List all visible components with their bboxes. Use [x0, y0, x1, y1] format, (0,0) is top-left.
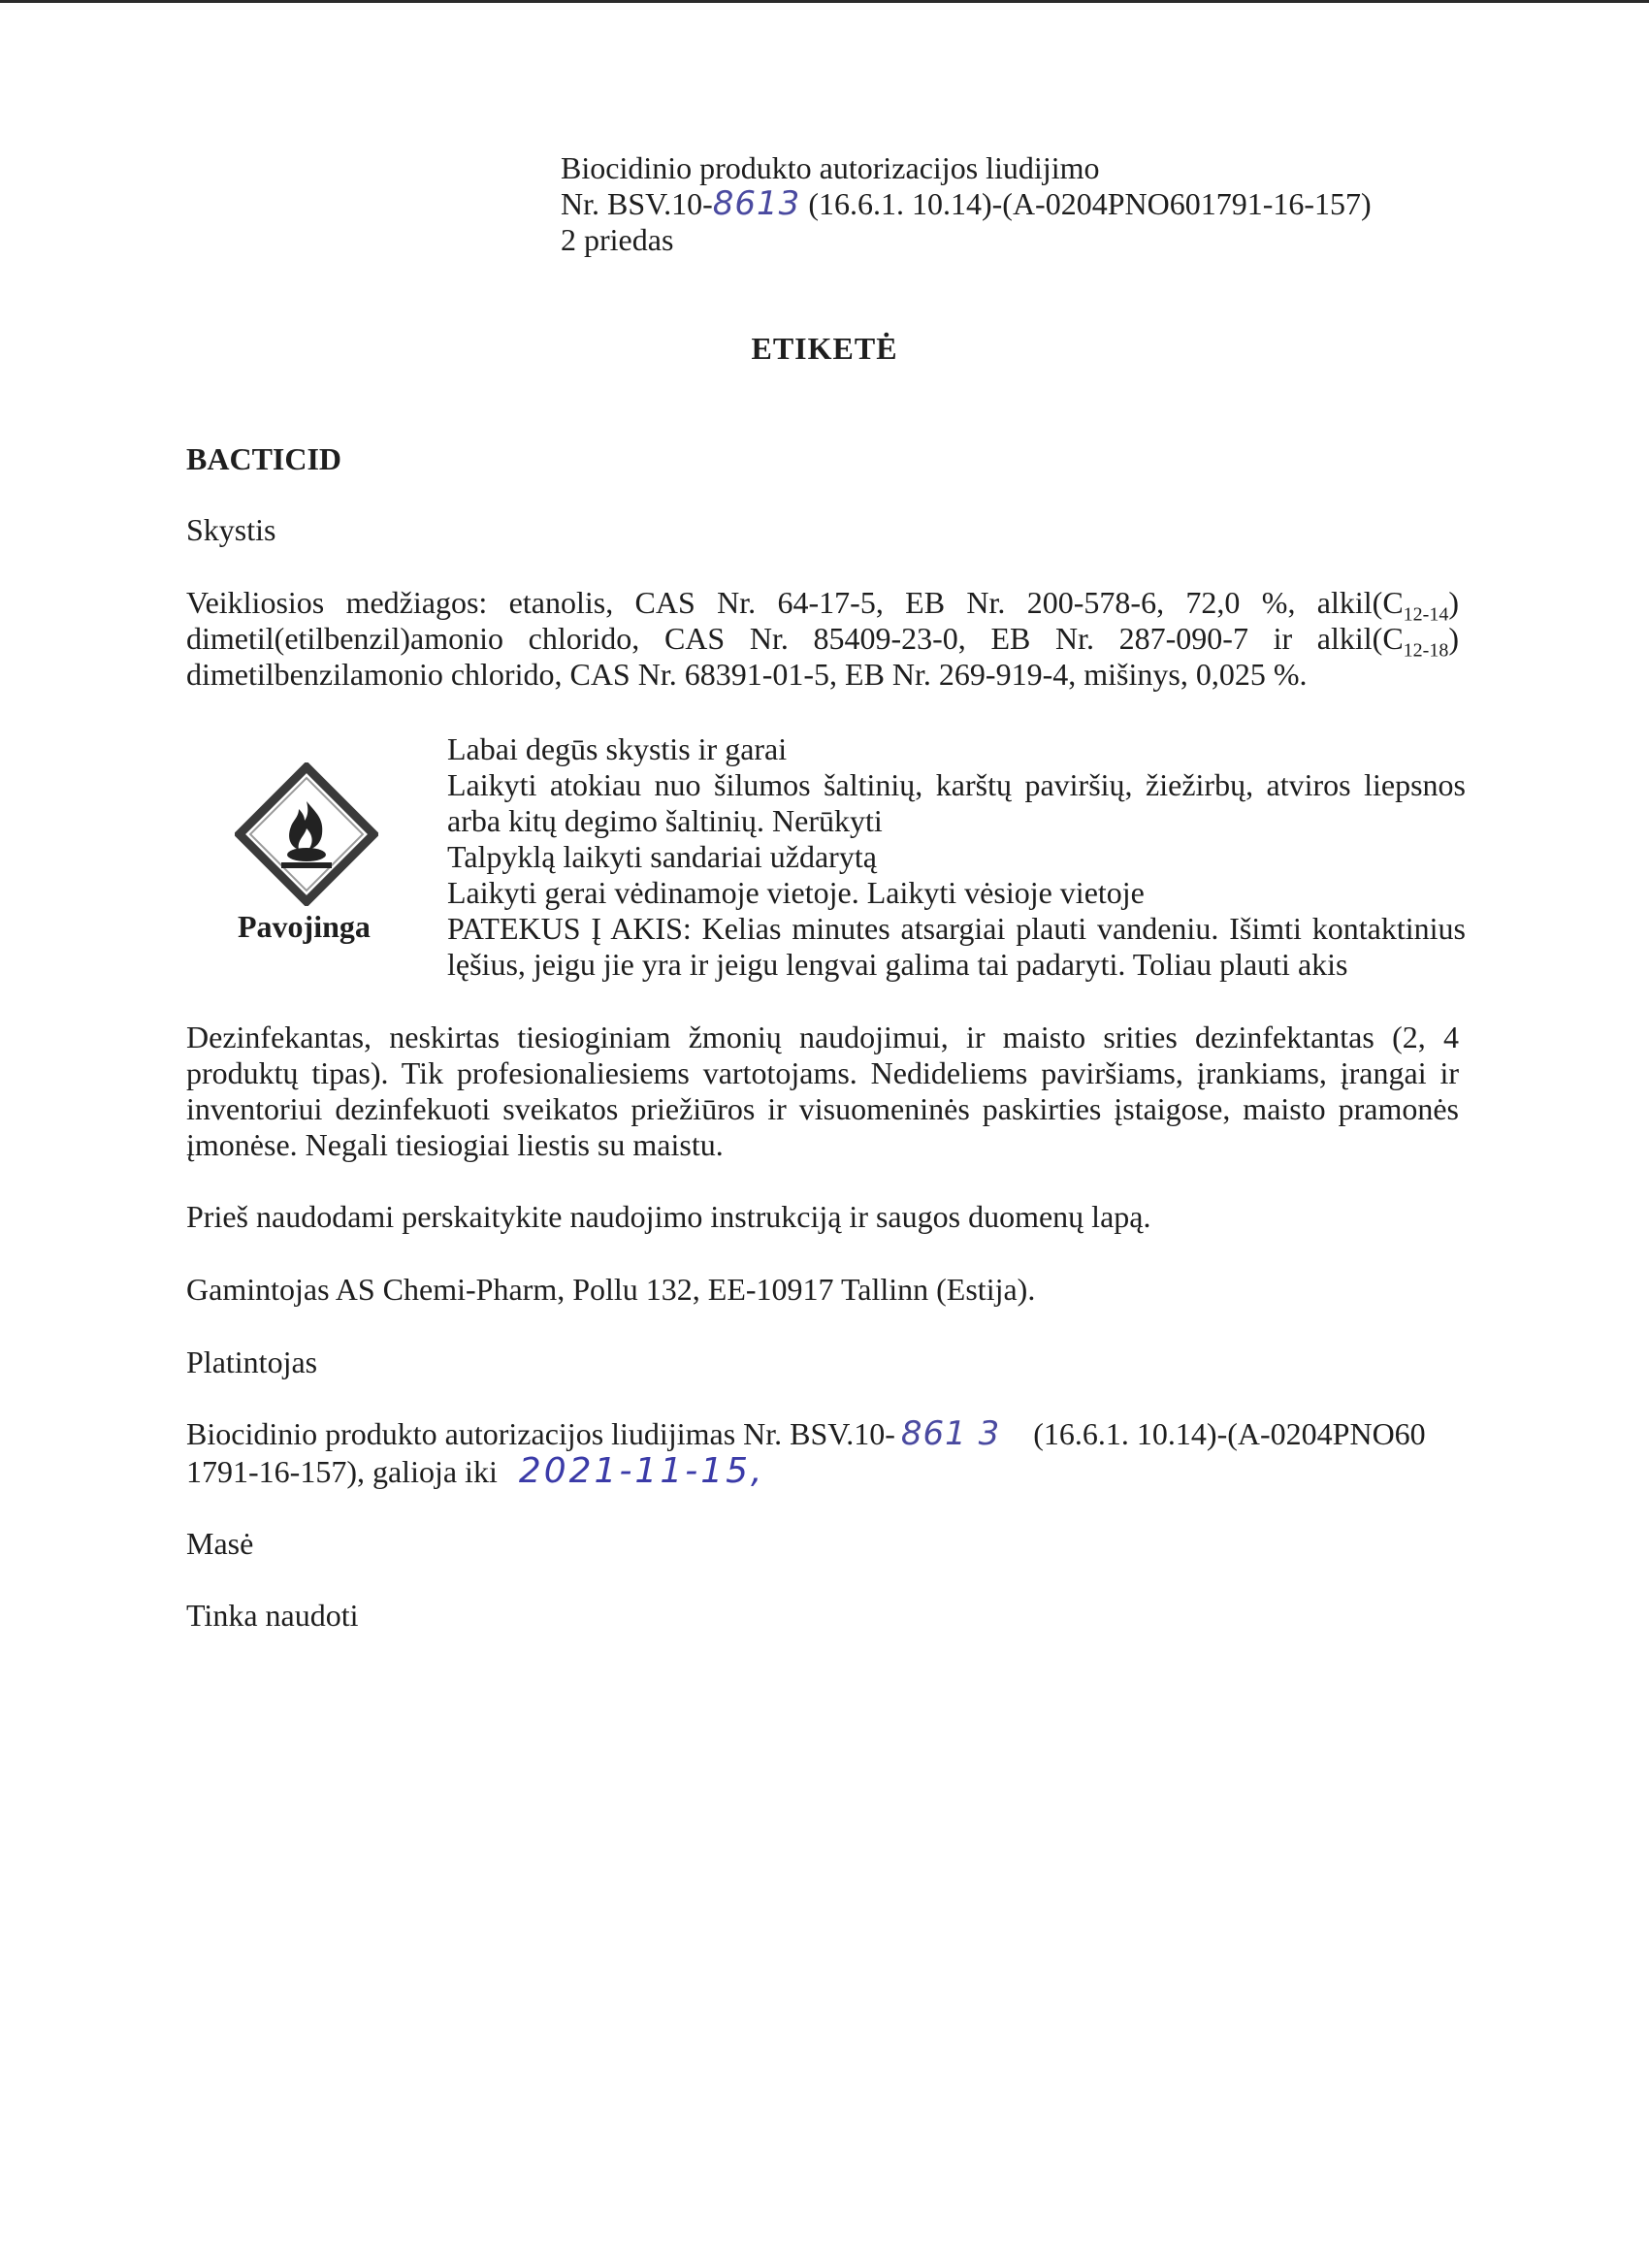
header-line-3: 2 priedas — [561, 222, 674, 257]
hazard-line: arba kitų degimo šaltinių. Nerūkyti — [447, 803, 883, 838]
signal-word: Pavojinga — [238, 909, 371, 944]
hazard-line: Talpyklą laikyti sandariai uždarytą — [447, 839, 877, 874]
active-substances-line-1: Veikliosios medžiagos: etanolis, CAS Nr. 64-17-5, EB Nr. 200-578-6, 72,0 %, $alkil(C_{12-14})$ — [186, 585, 1459, 626]
header-line-1: Biocidinio produkto autorizacijos liudijimo — [561, 150, 1100, 185]
usage-paragraph — [186, 1020, 1459, 1163]
product-name: BACTICID — [186, 441, 342, 476]
distributor-label: Platintojas — [186, 1345, 318, 1379]
usable-until-label: Tinka naudoti — [186, 1598, 359, 1633]
hazard-statements — [447, 731, 1466, 983]
active-substances — [186, 585, 1459, 693]
hazard-line: Laikyti atokiau nuo šilumos šaltinių, karštų paviršių, žiežirbų, atviros liepsnos — [447, 767, 1466, 802]
usage-line: produktų tipas). Tik profesionaliesiems vartotojams. Nedideliems paviršiams, įrankiams, įrangai ir — [186, 1055, 1459, 1090]
scan-edge — [0, 0, 1649, 3]
hazard-line: lęšius, jeigu jie yra ir jeigu lengvai galima tai padaryti. Toliau plauti akis — [447, 947, 1348, 982]
handwritten-authorization-number: 861 3 — [900, 1414, 1001, 1453]
hazard-line: Laikyti gerai vėdinamoje vietoje. Laikyti vėsioje vietoje — [447, 875, 1145, 910]
header-number-prefix: Nr. BSV.10- — [561, 186, 713, 221]
authorization-line-1: Biocidinio produkto autorizacijos liudijimas Nr. BSV.10- 861 3 (16.6.1. 10.14)-(A-0204PNO60 — [186, 1414, 1426, 1453]
handwritten-expiry-date: 2021-11-15, — [518, 1451, 765, 1491]
document-header — [561, 150, 1372, 258]
header-line-2 — [561, 186, 1372, 222]
handwritten-number: 8613 — [712, 184, 801, 223]
product-form: Skystis — [186, 512, 276, 547]
active-substances-line-3: dimetilbenzilamonio chlorido, CAS Nr. 68391-01-5, EB Nr. 269-919-4, mišinys, 0,025 %. — [186, 657, 1308, 692]
usage-line: įmonėse. Negali tiesiogiai liestis su maistu. — [186, 1127, 724, 1162]
hazard-line: PATEKUS Į AKIS: Kelias minutes atsargiai plauti vandeniu. Išimti kontaktinius — [447, 911, 1466, 946]
instructions-note: Prieš naudodami perskaitykite naudojimo instrukciją ir saugos duomenų lapą. — [186, 1199, 1151, 1234]
usage-line: Dezinfekantas, neskirtas tiesioginiam žmonių naudojimui, ir maisto srities dezinfektantas (2, 4 — [186, 1020, 1459, 1054]
active-substances-line-2: dimetil(etilbenzil)amonio chlorido, CAS Nr. 85409-23-0, EB Nr. 287-090-7 ir $alkil(C_{12-18})$ — [186, 621, 1459, 662]
usage-line: inventoriui dezinfekuoti sveikatos priežiūros ir visuomeninės paskirties įstaigose, maisto pramonės — [186, 1091, 1459, 1126]
hazard-line: Labai degūs skystis ir garai — [447, 731, 788, 766]
header-number-suffix: (16.6.1. 10.14)-(A-0204PNO601791-16-157) — [800, 186, 1372, 221]
authorization-line-2: 1791-16-157), galioja iki 2021-11-15, — [186, 1451, 765, 1491]
mass-label: Masė — [186, 1526, 254, 1561]
manufacturer: Gamintojas AS Chemi-Pharm, Pollu 132, EE-10917 Tallinn (Estija). — [186, 1272, 1036, 1307]
page-title: ETIKETĖ — [751, 331, 898, 366]
ghs02-flame-icon — [235, 762, 378, 906]
